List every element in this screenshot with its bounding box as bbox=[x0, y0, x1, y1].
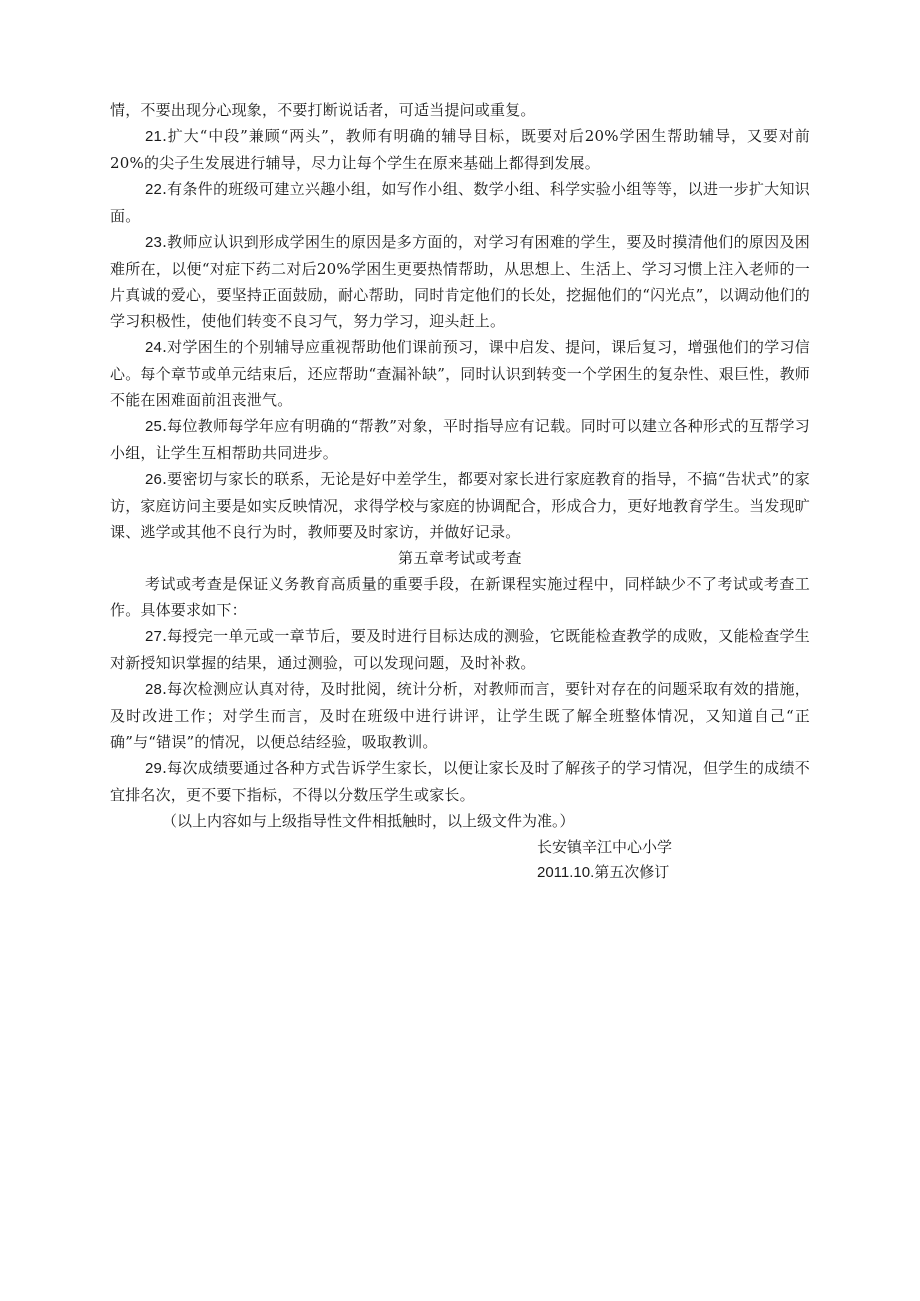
item-23 bbox=[110, 229, 810, 334]
item-28 bbox=[110, 676, 810, 755]
item-text: .教师应认识到形成学困生的原因是多方面的，对学习有困难的学生，要及时摸清他们的原因及困难所在，以便“对症下药二对后20%学困生更要热情帮助，从思想上、生活上、学习习惯上注入老师的一片真诚的爱心，要坚持正面鼓励，耐心帮助，同时肯定他们的长处，挖掘他们的“闪光点”，以调动他们的学习积极性，使他们转变不良习气，努力学习，迎头赶上。 bbox=[110, 233, 810, 330]
item-27 bbox=[110, 623, 810, 676]
item-text: .有条件的班级可建立兴趣小组，如写作小组、数学小组、科学实验小组等等，以进一步扩大知识面。 bbox=[110, 180, 810, 225]
item-24 bbox=[110, 334, 810, 413]
document-page bbox=[110, 97, 810, 886]
item-21 bbox=[110, 123, 810, 176]
item-25 bbox=[110, 413, 810, 466]
item-number: 22 bbox=[145, 181, 163, 198]
item-text: .每次检测应认真对待，及时批阅，统计分析，对教师而言，要针对存在的问题采取有效的措施，及时改进工作；对学生而言，及时在班级中进行讲评，让学生既了解全班整体情况，又知道自己“正确”与“错误”的情况，以便总结经验，吸取教训。 bbox=[110, 680, 810, 751]
signature-organization: 长安镇辛江中心小学 bbox=[537, 838, 673, 856]
item-number: 28 bbox=[145, 681, 163, 698]
item-text: .扩大“中段”兼顾“两头”，教师有明确的辅导目标，既要对后20%学困生帮助辅导，又要对前20%的尖子生发展进行辅导，尽力让每个学生在原来基础上都得到发展。 bbox=[110, 127, 810, 172]
chapter-heading: 第五章考试或考查 bbox=[397, 549, 522, 567]
item-text: .对学困生的个别辅导应重视帮助他们课前预习，课中启发、提问，课后复习，增强他们的学习信心。每个章节或单元结束后，还应帮助“查漏补缺”，同时认识到转变一个学困生的复杂性、艰巨性，教师不能在困难面前沮丧泄气。 bbox=[110, 338, 810, 409]
item-number: 25 bbox=[145, 418, 163, 435]
signature-date: 2011.10.第五次修订 bbox=[537, 864, 670, 881]
item-number: 21 bbox=[145, 128, 163, 145]
chapter-intro: 考试或考查是保证义务教育高质量的重要手段，在新课程实施过程中，同样缺少不了考试或考查工作。具体要求如下： bbox=[110, 575, 810, 619]
item-number: 26 bbox=[145, 471, 163, 488]
item-text: .每次成绩要通过各种方式告诉学生家长，以便让家长及时了解孩子的学习情况，但学生的成绩不宜排名次，更不要下指标，不得以分数压学生或家长。 bbox=[110, 759, 810, 804]
item-text: .每位教师每学年应有明确的“帮教”对象，平时指导应有记载。同时可以建立各种形式的互帮学习小组，让学生互相帮助共同进步。 bbox=[110, 417, 810, 462]
item-number: 29 bbox=[145, 760, 163, 777]
item-22 bbox=[110, 176, 810, 229]
footnote: （以上内容如与上级指导性文件相抵触时，以上级文件为准。） bbox=[162, 812, 575, 830]
item-number: 23 bbox=[145, 234, 163, 251]
item-number: 24 bbox=[145, 339, 163, 356]
item-text: .每授完一单元或一章节后，要及时进行目标达成的测验，它既能检查教学的成败，又能检查学生对新授知识掌握的结果，通过测验，可以发现问题，及时补救。 bbox=[110, 627, 810, 672]
continuation-paragraph: 情，不要出现分心现象，不要打断说话者，可适当提问或重复。 bbox=[110, 101, 536, 119]
item-number: 27 bbox=[145, 628, 163, 645]
item-text: .要密切与家长的联系，无论是好中差学生，都要对家长进行家庭教育的指导，不搞“告状式”的家访，家庭访问主要是如实反映情况，求得学校与家庭的协调配合，形成合力，更好地教育学生。当发现旷课、逃学或其他不良行为时，教师要及时家访，并做好记录。 bbox=[110, 470, 810, 541]
item-26 bbox=[110, 466, 810, 545]
item-29 bbox=[110, 755, 810, 808]
